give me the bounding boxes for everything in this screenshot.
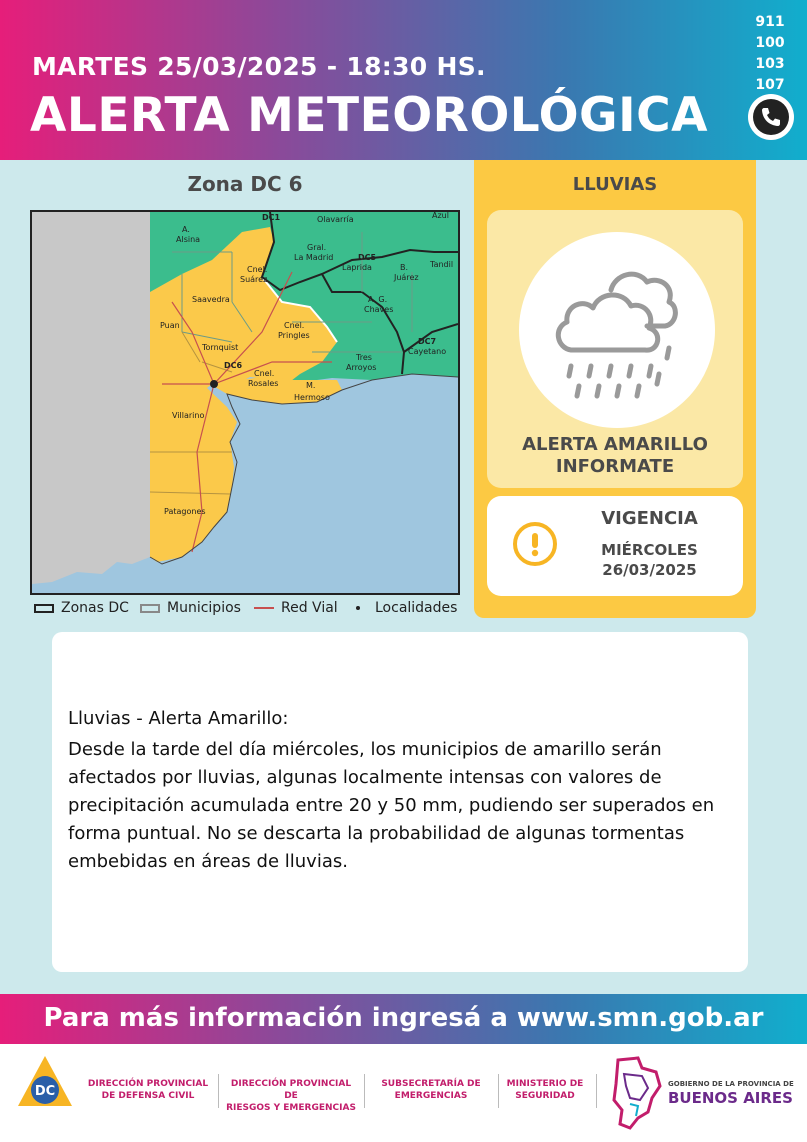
map-label-cnel3: Cnel. xyxy=(254,369,275,378)
buenos-aires-logo xyxy=(608,1054,664,1132)
info-bar xyxy=(0,994,807,1044)
map-label-tandil: Tandil xyxy=(430,260,454,269)
phone-icon xyxy=(748,94,794,140)
map-label-cnel1: Cnel. xyxy=(247,265,268,274)
footer-divider xyxy=(218,1074,219,1108)
map-label-cayetano: Cayetano xyxy=(408,347,447,356)
alert-level: ALERTA AMARILLO INFORMATE xyxy=(522,434,708,477)
map-label-saavedra: Saavedra xyxy=(192,295,230,304)
gov-label: GOBIERNO DE LA PROVINCIA DE xyxy=(668,1080,794,1088)
map-label-lamadrid: La Madrid xyxy=(294,253,334,262)
footer-divider xyxy=(596,1074,597,1108)
map-label-hermoso: Hermoso xyxy=(294,393,330,402)
map-label-chaves: Chaves xyxy=(364,305,394,314)
org-ministerio: MINISTERIO DE SEGURIDAD xyxy=(506,1079,584,1101)
map-label-dc7: DC7 xyxy=(418,337,437,346)
map-label-juarez: Juárez xyxy=(394,273,419,282)
map-label-tornquist: Tornquist xyxy=(202,343,239,352)
map-label-olavarria: Olavarría xyxy=(317,215,354,224)
hazard-type: LLUVIAS xyxy=(572,174,658,195)
map-label-gral: Gral. xyxy=(307,243,327,252)
emergency-phones xyxy=(745,12,795,96)
info-link-text[interactable]: Para más información ingresá a www.smn.gob.ar xyxy=(43,1003,764,1033)
validity-card xyxy=(487,496,743,596)
org-defensa-civil: DIRECCIÓN PROVINCIAL DE DEFENSA CIVIL xyxy=(87,1079,209,1101)
zone-title: Zona DC 6 xyxy=(187,172,303,196)
phone-number[interactable]: 107 xyxy=(755,77,785,93)
rain-cloud-icon xyxy=(519,232,715,428)
footer xyxy=(0,1044,807,1142)
map-label-dc1: DC1 xyxy=(262,213,281,222)
header-banner xyxy=(0,0,807,160)
message-heading: Lluvias - Alerta Amarillo: xyxy=(68,708,289,729)
alert-level-card xyxy=(487,210,743,488)
map-label-rosales: Rosales xyxy=(248,379,279,388)
map-label-ag: A. G. xyxy=(368,295,388,304)
legend-zonas: Zonas DC xyxy=(34,600,129,616)
alert-date: MARTES 25/03/2025 - 18:30 HS. xyxy=(32,52,486,81)
map-label-tres: Tres xyxy=(356,353,372,362)
map-label-cnel2: Cnel. xyxy=(284,321,305,330)
phone-number[interactable]: 103 xyxy=(755,56,785,72)
org-subsecretaria: SUBSECRETARÍA DE EMERGENCIAS xyxy=(381,1079,481,1101)
footer-divider xyxy=(498,1074,499,1108)
map-label-arroyos: Arroyos xyxy=(346,363,377,372)
org-riesgos: DIRECCIÓN PROVINCIAL DE RIESGOS Y EMERGENCIAS xyxy=(226,1079,356,1113)
defensa-civil-logo xyxy=(14,1052,76,1132)
validity-date: MIÉRCOLES 26/03/2025 xyxy=(601,541,698,579)
map-label-m: M. xyxy=(306,381,316,390)
phone-number[interactable]: 911 xyxy=(755,14,785,30)
map-label-pringles: Pringles xyxy=(278,331,310,340)
alert-message-card xyxy=(52,632,748,972)
legend-red-vial: Red Vial xyxy=(254,600,338,616)
alert-title: ALERTA METEOROLÓGICA xyxy=(30,88,708,143)
map-label-puan: Puan xyxy=(160,321,180,330)
map-label-villarino: Villarino xyxy=(172,411,205,420)
phone-number[interactable]: 100 xyxy=(755,35,785,51)
map-label-dc6: DC6 xyxy=(224,361,243,370)
footer-divider xyxy=(364,1074,365,1108)
legend-localidades-swatch xyxy=(356,606,360,610)
legend-zonas-swatch xyxy=(34,604,54,613)
alert-map xyxy=(30,210,460,595)
legend-localidades: Localidades xyxy=(356,600,457,616)
map-label-laprida: Laprida xyxy=(342,263,372,272)
legend-red-vial-swatch xyxy=(254,607,274,609)
legend-municipios-swatch xyxy=(140,604,160,613)
svg-text:DC: DC xyxy=(34,1084,56,1099)
exclamation-icon xyxy=(513,522,557,566)
map-label-patagones: Patagones xyxy=(164,507,206,516)
map-label-alsina-a: A. xyxy=(182,225,190,234)
validity-title: VIGENCIA xyxy=(601,508,698,529)
alert-panel xyxy=(474,160,756,618)
message-body: Desde la tarde del día miércoles, los municipios de amarillo serán afectados por lluvias, algunas localmente intensas con valores de precipitación acumulada entre 20 y 50 mm, pudiendo ser superados en forma puntual. No se descarta la probabilidad de algunas tormentas embebidas en áreas de lluvias. xyxy=(68,739,715,872)
map-label-suarez: Suárez xyxy=(240,275,268,284)
map-label-b: B. xyxy=(400,263,409,272)
map-label-alsina: Alsina xyxy=(176,235,201,244)
legend-municipios: Municipios xyxy=(140,600,241,616)
map-label-azul: Azul xyxy=(432,212,449,220)
map-legend xyxy=(34,600,464,620)
map-label-dc5: DC5 xyxy=(358,253,377,262)
gov-name: BUENOS AIRES xyxy=(668,1089,793,1107)
